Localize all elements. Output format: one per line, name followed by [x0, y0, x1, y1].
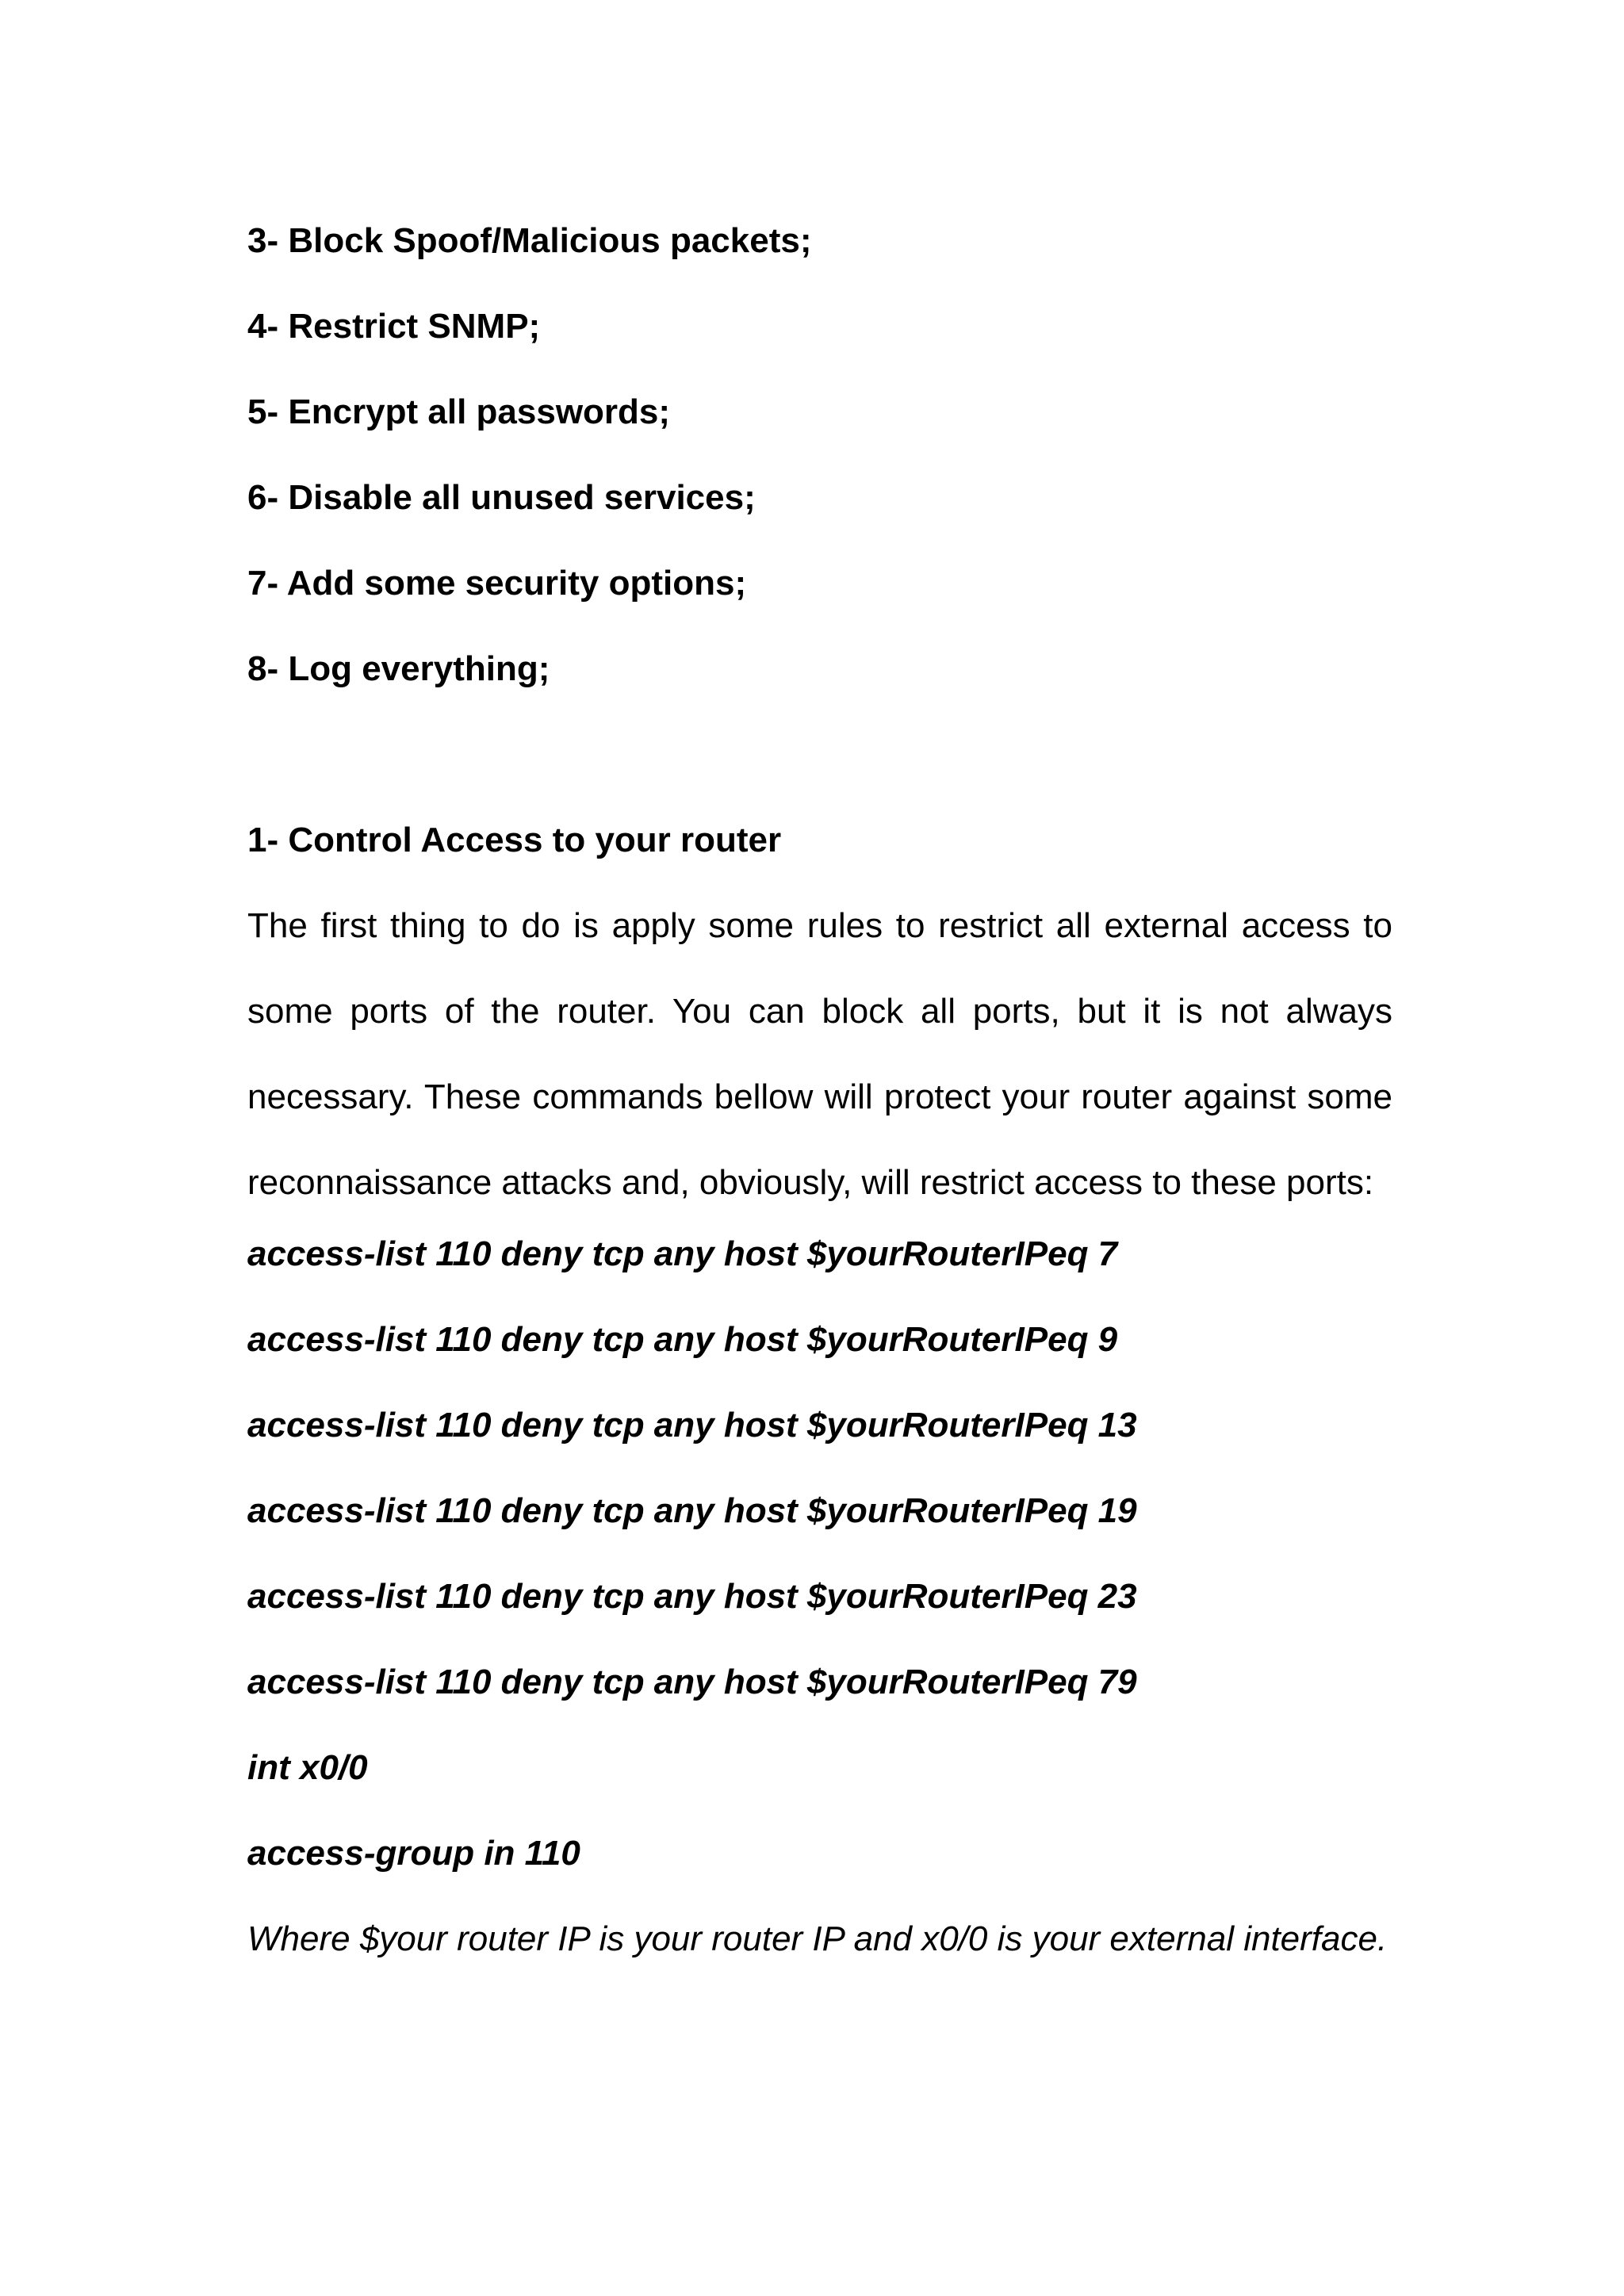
- page-content: [247, 212, 1392, 1996]
- list-item: 8- Log everything;: [247, 649, 550, 688]
- code-line: access-list 110 deny tcp any host $yourRouterIPeq 13: [247, 1406, 1137, 1445]
- code-line: access-list 110 deny tcp any host $yourRouterIPeq 19: [247, 1491, 1137, 1530]
- code-line: access-list 110 deny tcp any host $yourRouterIPeq 79: [247, 1663, 1137, 1701]
- note-text: Where $your router IP is your router IP and x0/0 is your external interface.: [247, 1919, 1388, 1958]
- code-line: access-list 110 deny tcp any host $yourRouterIPeq 7: [247, 1234, 1118, 1273]
- list-item: 4- Restrict SNMP;: [247, 307, 541, 346]
- code-line: access-list 110 deny tcp any host $yourRouterIPeq 23: [247, 1577, 1137, 1616]
- list-item: 5- Encrypt all passwords;: [247, 392, 671, 431]
- section-heading: 1- Control Access to your router: [247, 821, 782, 859]
- spacer: [247, 726, 1392, 812]
- code-line: access-group in 110: [247, 1834, 580, 1873]
- list-item: 3- Block Spoof/Malicious packets;: [247, 221, 812, 260]
- list-item: 7- Add some security options;: [247, 564, 747, 603]
- code-line: int x0/0: [247, 1748, 368, 1787]
- code-line: access-list 110 deny tcp any host $yourRouterIPeq 9: [247, 1320, 1118, 1359]
- body-paragraph: The first thing to do is apply some rules to restrict all external access to some ports of the router. You can block all ports, but it is not always necessary. These commands bellow will protect your router against some reconnaissance attacks and, obviously, will restrict access to these ports:: [247, 906, 1392, 1202]
- list-item: 6- Disable all unused services;: [247, 478, 756, 517]
